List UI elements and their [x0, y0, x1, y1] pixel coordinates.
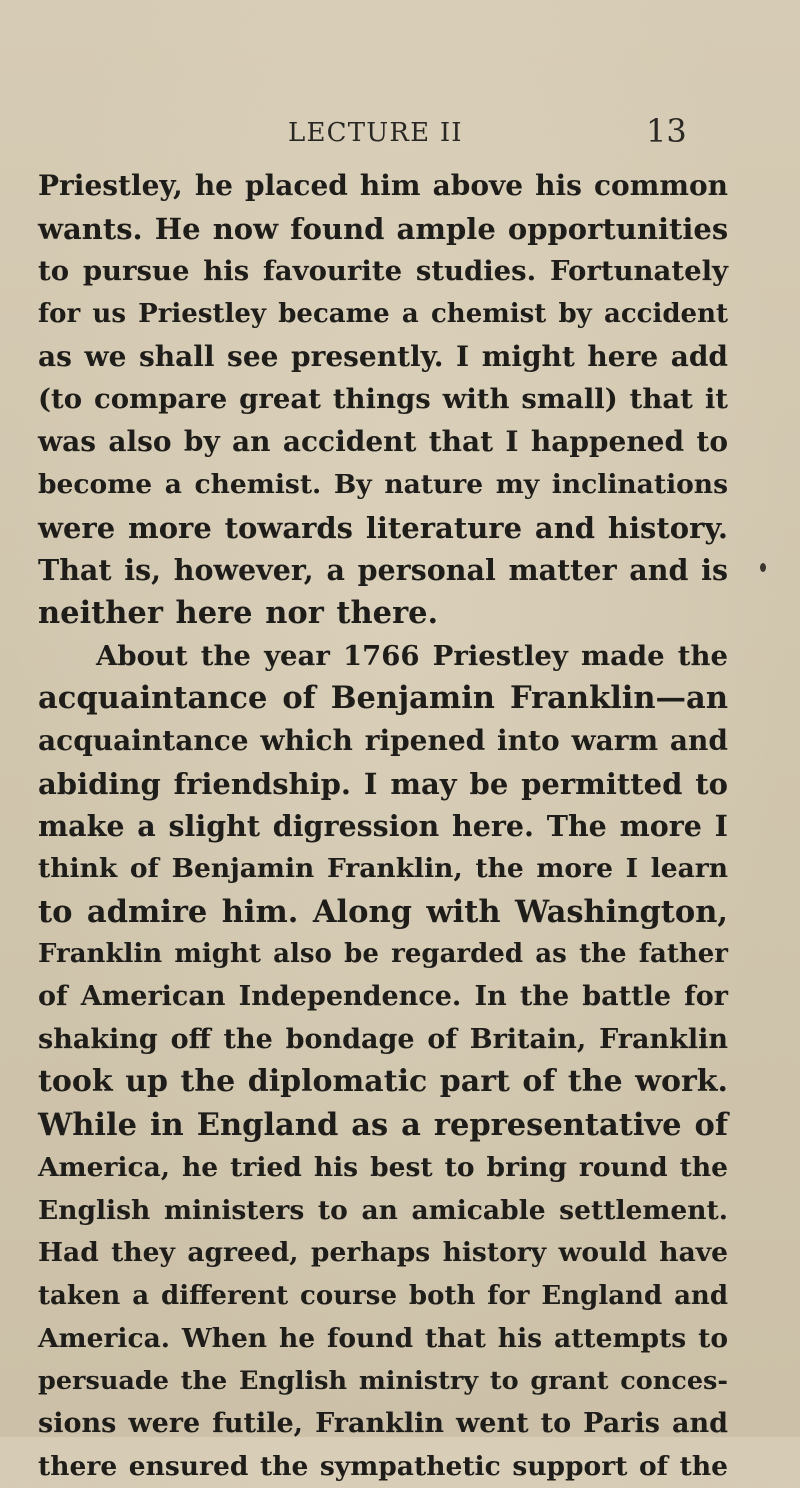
page-number: 13 [646, 112, 687, 150]
text-line: taken a different course both for England and [38, 1280, 728, 1311]
text-line: of American Independence. In the battle for [38, 981, 728, 1013]
text-line: think of Benjamin Franklin, the more I learn [38, 853, 728, 884]
text-line: become a chemist. By nature my inclinations [38, 468, 728, 500]
text-line: were more towards literature and history. [38, 510, 728, 545]
text-line: America. When he found that his attempts to [38, 1322, 728, 1354]
paper-speck [760, 563, 766, 572]
text-line: as we shall see presently. I might here add [38, 339, 728, 373]
text-line: for us Priestley became a chemist by accident [38, 299, 728, 330]
body-text [38, 165, 728, 1488]
text-line: Franklin might also be regarded as the father [38, 939, 728, 970]
text-line: (to compare great things with small) that it [38, 383, 728, 416]
text-line: there ensured the sympathetic support of the [38, 1450, 728, 1482]
text-line: English ministers to an amicable settlement. [38, 1194, 728, 1226]
text-line: sions were futile, Franklin went to Paris and [38, 1407, 728, 1439]
text-line: was also by an accident that I happened to [38, 425, 728, 459]
text-line: wants. He now found ample opportunities [38, 211, 729, 246]
text-line: That is, however, a personal matter and is [38, 553, 728, 588]
running-title: LECTURE II [288, 118, 463, 148]
text-line: While in England as a representative of [38, 1107, 728, 1144]
text-line: acquaintance which ripened into warm and [38, 723, 728, 757]
text-line: Priestley, he placed him above his common [38, 169, 728, 202]
running-head [288, 112, 688, 158]
text-line: took up the diplomatic part of the work. [38, 1064, 728, 1100]
text-line: abiding friendship. I may be permitted to [38, 766, 728, 801]
text-line: persuade the English ministry to grant conces- [38, 1366, 728, 1397]
text-line: About the year 1766 Priestley made the [96, 639, 728, 672]
text-line: Had they agreed, perhaps history would have [38, 1237, 728, 1269]
text-line: shaking off the bondage of Britain, Franklin [38, 1023, 728, 1055]
text-line: to admire him. Along with Washington, [38, 893, 728, 930]
text-line: to pursue his favourite studies. Fortunately [38, 255, 728, 288]
text-line: America, he tried his best to bring round the [38, 1151, 728, 1183]
text-line: neither here nor there. [38, 594, 439, 631]
text-line: acquaintance of Benjamin Franklin—an [38, 680, 728, 717]
text-line: make a slight digression here. The more I [38, 809, 728, 844]
